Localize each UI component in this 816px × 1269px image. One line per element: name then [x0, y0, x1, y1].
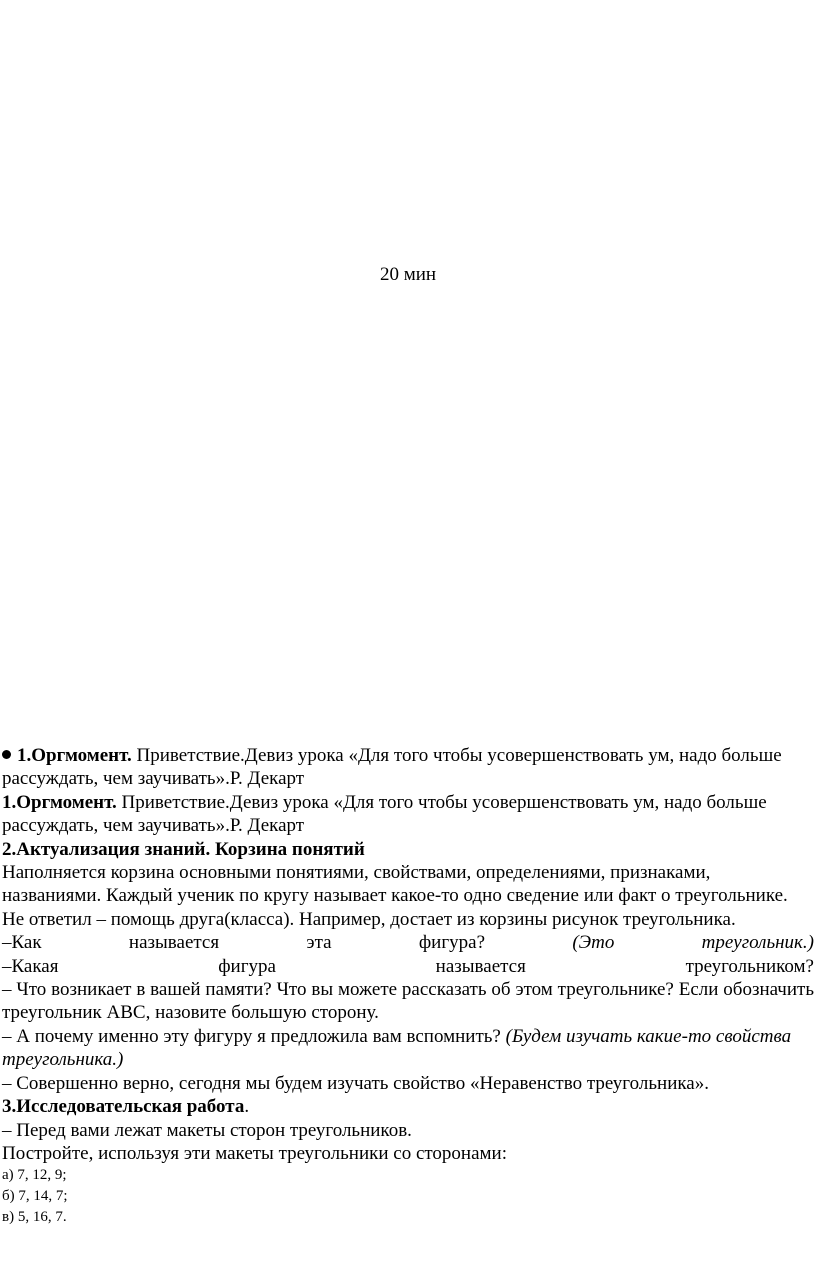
duration-label: 20 мин — [379, 264, 437, 285]
section2-title: Актуализация знаний. Корзина понятий — [16, 838, 365, 860]
section3-line1: – Перед вами лежат макеты сторон треугольников. — [2, 1119, 412, 1141]
bullet-icon — [2, 750, 11, 759]
question-4-answer: (Будем изучать какие-то свойства треугольника.) — [2, 1025, 792, 1071]
list-item-c: в) 5, 16, 7. — [2, 1209, 67, 1226]
section3-title-tail: . — [244, 1096, 250, 1118]
question-1-answer: (Это треугольник.) — [485, 932, 814, 954]
list-item-a: а) 7, 12, 9; — [2, 1167, 67, 1184]
section1-repeat-heading: 1.Оргмомент. — [2, 791, 117, 813]
section2-number: 2. — [2, 838, 17, 860]
section2-heading — [2, 838, 814, 861]
question-4-text: – А почему именно эту фигуру я предложила вам вспомнить? — [2, 1025, 501, 1047]
section3-heading — [2, 1095, 814, 1118]
question-5: – Совершенно верно, сегодня мы будем изучать свойство «Неравенство треугольника». — [2, 1072, 709, 1094]
question-4 — [2, 1025, 814, 1072]
list-item-b: б) 7, 14, 7; — [2, 1188, 68, 1205]
question-2: –Какая фигура называется треугольником? — [2, 955, 814, 977]
section2-paragraph: Наполняется корзина основными понятиями, свойствами, определениями, признаками, названиями. Каждый ученик по кругу называет какое-то одно сведение или факт о треугольнике. Не ответил – помощь друга(класса). Например, достает из корзины рисунок треугольника. — [2, 862, 788, 930]
section1-repeat — [2, 791, 814, 838]
section1-bullet — [2, 744, 814, 791]
section1-repeat-text: Приветствие.Девиз урока «Для того чтобы усовершенствовать ум, надо больше рассуждать, чем заучивать».Р. Декарт — [2, 791, 767, 837]
section3-title: 3.Исследовательская работа — [2, 1096, 245, 1118]
section3-line2: Постройте, используя эти макеты треугольники со сторонами: — [2, 1142, 508, 1164]
section1-text: Приветствие.Девиз урока «Для того чтобы усовершенствовать ум, надо больше рассуждать, чем заучивать».Р. Декарт — [2, 745, 782, 790]
question-1 — [2, 931, 814, 954]
question-1-text: –Как называется эта фигура? — [2, 932, 485, 954]
question-3: – Что возникает в вашей памяти? Что вы можете рассказать об этом треугольнике? Если обозначить треугольник АВС, назовите большую сторону. — [2, 979, 814, 1024]
lesson-text — [2, 744, 814, 1228]
section1-heading: 1.Оргмомент. — [17, 745, 132, 766]
